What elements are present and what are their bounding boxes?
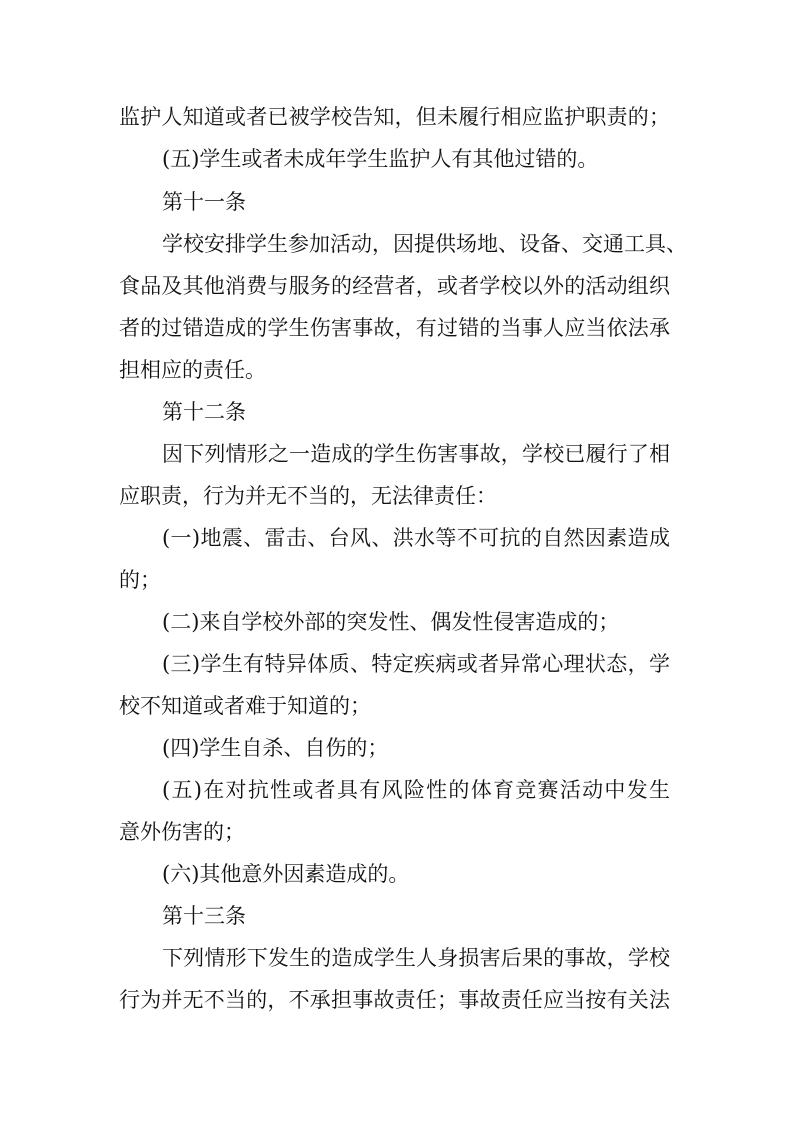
list-item: (三)学生有特异体质、特定疾病或者异常心理状态，学 [162,652,670,676]
text-line: 下列情形下发生的造成学生人身损害后果的事故，学校 [162,946,670,970]
text-line: 担相应的责任。 [119,358,266,382]
text-line: 食品及其他消费与服务的经营者，或者学校以外的活动组织 [119,274,670,298]
text-line: 意外伤害的； [119,820,245,844]
article-heading: 第十三条 [162,904,246,928]
text-line: 监护人知道或者已被学校告知，但未履行相应监护职责的； [119,105,670,129]
text-line: 行为并无不当的，不承担事故责任；事故责任应当按有关法 [119,988,670,1012]
article-heading: 第十一条 [162,190,246,214]
list-item: (五)学生或者未成年学生监护人有其他过错的。 [162,147,599,171]
list-item: (一)地震、雷击、台风、洪水等不可抗的自然因素造成 [162,526,670,550]
text-line: 校不知道或者难于知道的； [119,694,371,718]
article-heading: 第十二条 [162,400,246,424]
text-line: 者的过错造成的学生伤害事故，有过错的当事人应当依法承 [119,316,670,340]
list-item: (四)学生自杀、自伤的； [162,736,389,760]
text-line: 因下列情形之一造成的学生伤害事故，学校已履行了相 [162,442,670,466]
text-line: 学校安排学生参加活动，因提供场地、设备、交通工具、 [162,232,687,256]
list-item: (六)其他意外因素造成的。 [162,862,410,886]
text-line: 的； [119,568,161,592]
list-item: (二)来自学校外部的突发性、偶发性侵害造成的； [162,610,620,634]
text-line: 应职责，行为并无不当的，无法律责任： [119,484,497,508]
list-item: (五)在对抗性或者具有风险性的体育竞赛活动中发生 [162,778,670,802]
